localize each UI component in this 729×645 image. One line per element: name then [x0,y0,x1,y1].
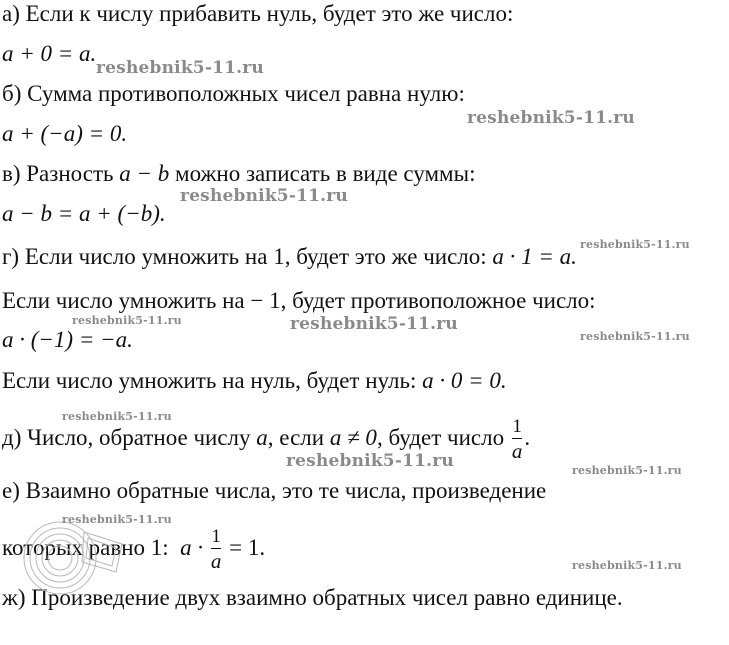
fraction-e2-numerator: 1 [211,526,221,548]
formula-g: a · 1 = a. [492,244,577,269]
statement-d-var: a [256,425,268,450]
fraction-e2 [211,527,222,572]
fraction-one-over-a [512,417,523,462]
fraction-e2-denominator: a [210,549,222,574]
watermark: reshebnik5-11.ru [286,451,454,471]
formula-e2-end: = 1. [229,535,266,560]
formula-neg [2,326,133,354]
watermark: reshebnik5-11.ru [180,186,348,206]
watermark: reshebnik5-11.ru [96,58,264,78]
text-line-a [2,0,513,28]
statement-d-end: . [524,425,531,450]
watermark: reshebnik5-11.ru [580,238,690,251]
formula-neg-text: a · (−1) = −a. [2,327,133,352]
fraction-numerator: 1 [512,416,522,438]
watermark: reshebnik5-11.ru [572,464,682,477]
statement-zh: ж) Произведение двух взаимно обратных чисел равно единице. [2,585,623,610]
text-line-b [2,80,465,108]
statement-d-suffix: , будет число [376,425,505,450]
text-line-neg [2,287,596,315]
statement-a: а) Если к числу прибавить нуль, будет это же число: [2,1,514,26]
formula-a [2,40,96,68]
text-line-zero [2,367,507,395]
formula-v [2,200,166,228]
fraction-denominator: a [511,439,523,464]
statement-v-expr: a − b [119,161,170,186]
statement-d-cond: a ≠ 0 [329,425,377,450]
stamp-circles-icon [12,492,132,612]
formula-b [2,120,127,148]
watermark: reshebnik5-11.ru [580,330,690,343]
formula-b-text: a + (−a) = 0. [2,121,128,146]
statement-e: е) Взаимно обратные числа, это те числа, произведение [2,478,547,503]
statement-zero: Если число умножить на нуль, будет нуль: [2,368,417,393]
text-line-v [2,160,475,188]
watermark: reshebnik5-11.ru [62,513,172,526]
statement-e2: которых равно 1: [2,535,169,560]
statement-v-suffix: можно записать в виде суммы: [175,161,476,186]
watermark: reshebnik5-11.ru [62,410,172,423]
formula-e2-var: a · [180,535,204,560]
statement-b: б) Сумма противоположных чисел равна нулю: [2,81,465,106]
formula-a-text: a + 0 = a. [2,41,97,66]
text-line-g [2,243,577,271]
statement-g: г) Если число умножить на 1, будет это же число: [2,244,487,269]
statement-d-mid: , если [267,425,325,450]
watermark: reshebnik5-11.ru [467,108,635,128]
formula-zero: a · 0 = 0. [422,368,507,393]
watermark: reshebnik5-11.ru [72,314,182,327]
statement-neg: Если число умножить на − 1, будет противоположное число: [2,288,596,313]
watermark: reshebnik5-11.ru [290,314,458,334]
statement-v-prefix: в) Разность [2,161,114,186]
statement-d-prefix: д) Число, обратное числу [2,425,251,450]
formula-v-text: a − b = a + (−b). [2,201,166,226]
watermark: reshebnik5-11.ru [572,559,682,572]
